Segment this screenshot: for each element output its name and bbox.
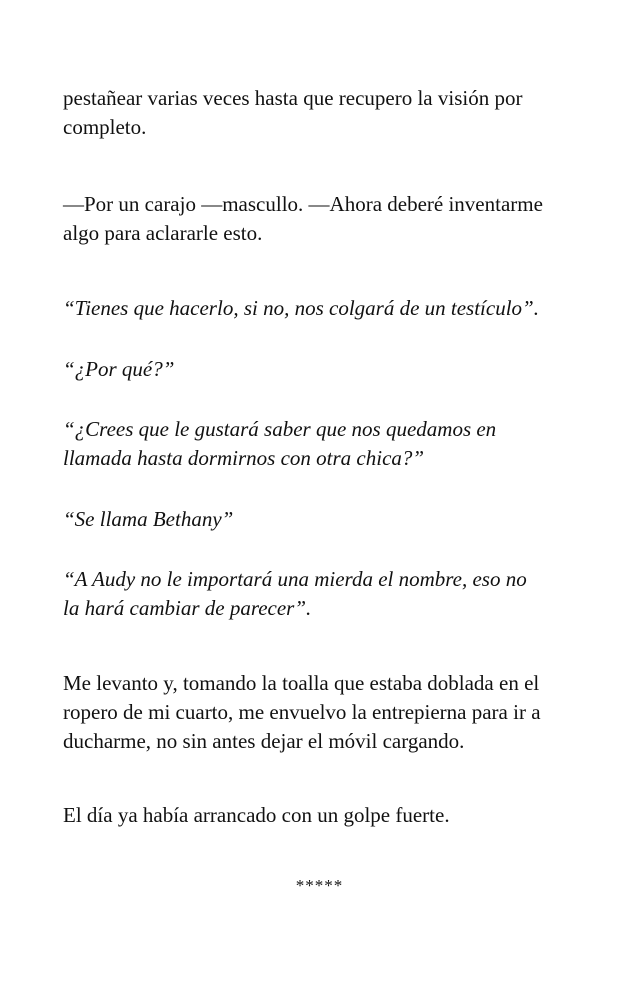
paragraph-narration-1: [63, 84, 583, 142]
text-line: llamada hasta dormirnos con otra chica?”: [63, 446, 425, 470]
paragraph-dialogue-1: [63, 190, 583, 248]
paragraph-thought-2: [63, 355, 583, 384]
text-line: “Tienes que hacerlo, si no, nos colgará de un testículo”.: [63, 296, 539, 320]
text-line: Me levanto y, tomando la toalla que estaba doblada en el: [63, 671, 540, 695]
text-line: “Se llama Bethany”: [63, 507, 234, 531]
paragraph-thought-1: [63, 294, 583, 323]
text-line: la hará cambiar de parecer”.: [63, 596, 312, 620]
text-line: “¿Por qué?”: [63, 357, 175, 381]
text-line: “A Audy no le importará una mierda el nombre, eso no: [63, 567, 527, 591]
paragraph-thought-3: [63, 415, 583, 473]
text-line: —Por un carajo —mascullo. —Ahora deberé inventarme: [63, 192, 543, 216]
paragraph-thought-5: [63, 565, 583, 623]
text-line: completo.: [63, 115, 147, 139]
scene-break-separator: *****: [295, 876, 344, 895]
paragraph-thought-4: [63, 505, 583, 534]
text-line: algo para aclararle esto.: [63, 221, 263, 245]
text-line: “¿Crees que le gustará saber que nos quedamos en: [63, 417, 497, 441]
text-line: ducharme, no sin antes dejar el móvil cargando.: [63, 729, 465, 753]
text-line: pestañear varias veces hasta que recupero la visión por: [63, 86, 523, 110]
paragraph-narration-3: [63, 801, 583, 830]
text-line: El día ya había arrancado con un golpe fuerte.: [63, 803, 450, 827]
text-line: ropero de mi cuarto, me envuelvo la entrepierna para ir a: [63, 700, 541, 724]
paragraph-narration-2: [63, 669, 583, 756]
